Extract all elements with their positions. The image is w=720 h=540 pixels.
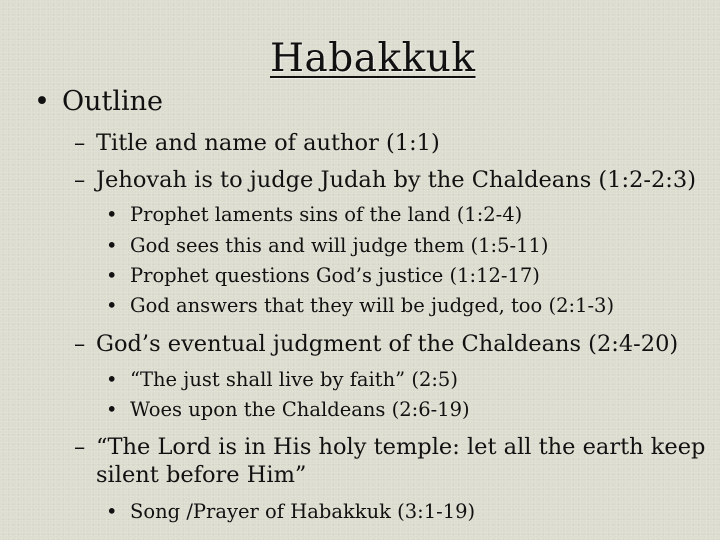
bullet-icon: • [106,500,118,523]
dash-icon: – [74,130,86,156]
outline-item-temple [74,434,705,488]
dash-icon: – [74,167,86,193]
slide-title: Habakkuk [270,36,476,81]
bullet-icon: • [106,398,118,421]
sub-item-label: Woes upon the Chaldeans (2:6-19) [130,398,470,421]
bullet-icon: • [106,368,118,391]
bullet-icon: • [106,203,118,226]
outline-heading-label: Outline [62,86,164,117]
sub-item [106,368,458,391]
sub-item-label: “The just shall live by faith” (2:5) [130,368,458,391]
dash-icon: – [74,331,86,357]
sub-item-label: God sees this and will judge them (1:5-11) [130,234,549,257]
outline-item-label: “The Lord is in His holy temple: let all the earth keep [96,434,706,460]
outline-item-judge [74,167,696,193]
outline-heading [34,86,163,117]
bullet-icon: • [106,264,118,287]
outline-item-line [74,434,705,460]
outline-item-label: Title and name of author (1:1) [96,130,440,156]
sub-item [106,398,470,421]
sub-item [106,294,614,317]
outline-item-label: silent before Him” [96,462,307,488]
sub-item [106,264,540,287]
dash-icon: – [74,434,86,460]
bullet-icon: • [34,86,50,117]
bullet-icon: • [106,234,118,257]
outline-item-label: God’s eventual judgment of the Chaldeans (2:4-20) [96,331,679,357]
outline-item-line [74,462,705,488]
sub-item-label: Prophet questions God’s justice (1:12-17) [130,264,540,287]
outline-item-chaldeans [74,331,678,357]
sub-item-label: Song /Prayer of Habakkuk (3:1-19) [130,500,476,523]
bullet-icon: • [106,294,118,317]
sub-item [106,500,475,523]
sub-item-label: Prophet laments sins of the land (1:2-4) [130,203,523,226]
sub-item-label: God answers that they will be judged, too (2:1-3) [130,294,615,317]
outline-item-label: Jehovah is to judge Judah by the Chaldeans (1:2-2:3) [96,167,696,193]
outline-item-title [74,130,440,156]
sub-item [106,203,522,226]
sub-item [106,234,549,257]
